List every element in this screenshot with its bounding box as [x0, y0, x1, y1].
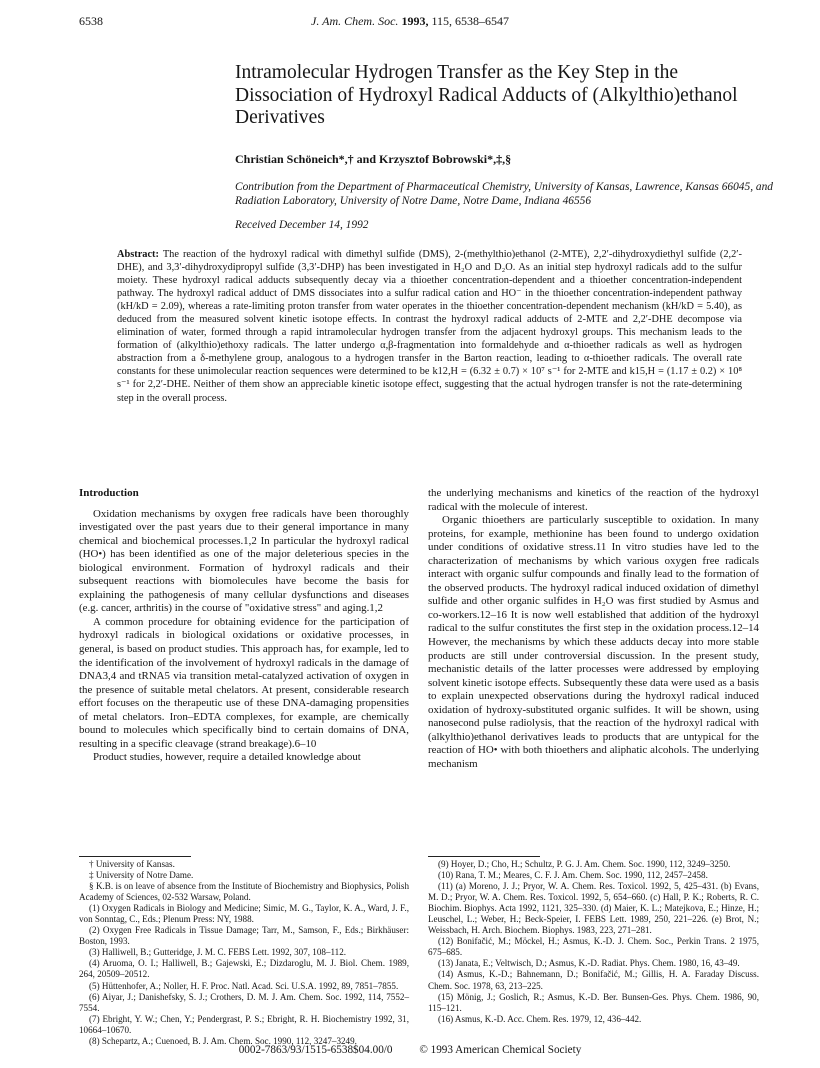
footnote: (8) Schepartz, A.; Cuenoed, B. J. Am. Chem. Soc. 1990, 112, 3247–3249.	[89, 1035, 357, 1046]
abstract-label: Abstract:	[117, 249, 159, 260]
article-title: Intramolecular Hydrogen Transfer as the Key Step in the Dissociation of Hydroxyl Radical Adducts of (Alkylthio)ethanol Derivatives	[235, 62, 738, 128]
section-heading-introduction: Introduction	[79, 487, 139, 499]
footnote: (11) (a) Moreno, J. J.; Pryor, W. A. Chem. Res. Toxicol. 1992, 5, 425–431. (b) Evans, M. D.; Pryor, W. A. Chem. Res. Toxicol. 1992, 5, 654–660. (c) Hall, P. K.; Roberts, R. C. Biochim. Biophys. Acta 1992, 1121, 325–330. (d) Maier, K. L.; Matejkova, E.; Hinze, H.; Leuschel, L.; Weber, H.; Beck-Speier, I. FEBS Lett. 1989, 250, 221–226. (e) Brot, N.; Weissbach, H. Arch. Biochem. Biophys. 1983, 223, 271–281.	[428, 881, 759, 936]
received-date: Received December 14, 1992	[235, 219, 369, 231]
footnote: (4) Aruoma, O. I.; Halliwell, B.; Gajewski, E.; Dizdaroglu, M. J. Biol. Chem. 1989, 264, 20509–20512.	[79, 958, 409, 980]
footnote-rule-right	[428, 856, 540, 857]
footnote: (3) Halliwell, B.; Gutteridge, J. M. C. FEBS Lett. 1992, 307, 108–112.	[89, 947, 347, 958]
left-column	[79, 487, 409, 765]
issn-code: 0002-7863/93/1515-6538$04.00/0	[238, 1044, 393, 1056]
intro-paragraph-3-continued: the underlying mechanisms and kinetics of the reaction of the hydroxyl radical with the molecule of interest.	[428, 487, 759, 513]
footnotes-right	[428, 859, 759, 1025]
intro-paragraph-2: A common procedure for obtaining evidence for the participation of hydroxyl radicals in biological oxidations or oxidative processes, in general, is based on product studies. This approach has, for example, led to the identification of the involvement of hydroxyl radicals in the damage of DNA3,4 and tRNA5 via transition metal-catalyzed activation of oxygen in the presence of suitable metal chelators. At present, considerable research effort focuses on the therapeutic use of these DNA-damaging propensities of metal chelators. Iron–EDTA complexes, for example, are chemically bound to molecules which specifically bind to certain domains of DNA, resulting in a specific cleavage (strand breakage).6–10	[79, 615, 409, 750]
footnote: (10) Rana, T. M.; Meares, C. F. J. Am. Chem. Soc. 1990, 112, 2457–2458.	[438, 870, 708, 881]
footnote: (1) Oxygen Radicals in Biology and Medicine; Simic, M. G., Taylor, K. A., Ward, J. F., von Sonntag, C., Eds.; Plenum Press: NY, 1988.	[79, 903, 409, 925]
right-column	[428, 487, 759, 771]
footnote: (14) Asmus, K.-D.; Bahnemann, D.; Bonifačić, M.; Gillis, H. A. Faraday Discuss. Chem. Soc. 1978, 63, 213–225.	[428, 969, 759, 991]
footnote: (15) Mönig, J.; Goslich, R.; Asmus, K.-D. Ber. Bunsen-Ges. Phys. Chem. 1986, 90, 115–121.	[428, 991, 759, 1013]
footnote: (6) Aiyar, J.; Danishefsky, S. J.; Crothers, D. M. J. Am. Chem. Soc. 1992, 114, 7552–7554.	[79, 991, 409, 1013]
page-footer	[0, 1044, 820, 1056]
intro-paragraph-4: Organic thioethers are particularly susceptible to oxidation. In many proteins, for example, methionine has been found to undergo oxidation under conditions of oxidative stress.11 In vitro studies have led to the characterization of mechanisms by which various oxygen free radicals interact with organic sulfur compounds and finally lead to the formation of the observed products. The hydroxyl radical induced oxidation of dimethyl sulfide and other organic sulfides in H₂O was first studied by Asmus and co-workers.12–16 It is now well established that addition of the hydroxyl radical to the sulfur constitutes the first step in the oxidation process.12–14 However, the mechanisms by which these adducts decay into more stable products are still under controversial discussion. In the present study, mechanistic details of the latter processes were addressed by employing solvent kinetic isotope effects. Subsequently these data were used as a basis to explain unexpected observations during the hydroxyl radical induced oxidation of hydroxy-substituted organic sulfides. It will be shown, using nanosecond pulse radiolysis, that the reaction of the hydroxyl radical with (alkylthio)ethanol derivatives leads to products that are untypical for the reaction of HO• with both thioethers and aliphatic alcohols. The underlying mechanism	[428, 514, 759, 770]
intro-paragraph-3: Product studies, however, require a detailed knowledge about	[93, 751, 361, 764]
footnote-rule-left	[79, 856, 191, 857]
journal-year: 1993,	[401, 14, 429, 28]
footnote: (12) Bonifačić, M.; Möckel, H.; Asmus, K.-D. J. Chem. Soc., Perkin Trans. 2 1975, 675–685.	[428, 936, 759, 958]
running-header	[0, 14, 820, 29]
abstract	[117, 248, 742, 405]
footnote: † University of Kansas.	[89, 859, 175, 869]
footnote: (2) Oxygen Free Radicals in Tissue Damage; Tarr, M., Samson, F., Eds.; Birkhäuser: Boston, 1993.	[79, 925, 409, 947]
affiliation: Contribution from the Department of Pharmaceutical Chemistry, University of Kansas, Lawrence, Kansas 66045, and Radiation Laboratory, University of Notre Dame, Notre Dame, Indiana 46556	[235, 181, 773, 207]
footnote: § K.B. is on leave of absence from the Institute of Biochemistry and Biophysics, Polish Academy of Sciences, 02-532 Warsaw, Poland.	[79, 881, 409, 903]
journal-abbrev: J. Am. Chem. Soc.	[311, 14, 399, 28]
footnote: (5) Hüttenhofer, A.; Noller, H. F. Proc. Natl. Acad. Sci. U.S.A. 1992, 89, 7851–7855.	[89, 980, 399, 991]
intro-paragraph-1: Oxidation mechanisms by oxygen free radicals have been thoroughly investigated over the past years due to their general importance in many chemical and biochemical processes.1,2 In particular the hydroxyl radical (HO•) has been identified as one of the major deleterious species in the biological environment. Formation of hydroxyl radicals and their subsequent reactions with biomolecules have become the basis for explaining the pathogenesis of many cellular dysfunctions and diseases (e.g. cancer, arthritis) in the course of "oxidative stress" and aging.1,2	[79, 507, 409, 615]
footnote: (13) Janata, E.; Veltwisch, D.; Asmus, K.-D. Radiat. Phys. Chem. 1980, 16, 43–49.	[438, 958, 740, 969]
abstract-text: The reaction of the hydroxyl radical with dimethyl sulfide (DMS), 2-(methylthio)ethanol (2-MTE), 2,2′-dihydroxydiethyl sulfide (2,2′-DHE), and 3,3′-dihydroxydipropyl sulfide (3,3′-DHP) has been investigated in H₂O and D₂O. As an initial step hydroxyl radicals add to the sulfur moiety. These hydroxyl radical adducts subsequently decay via a thioether concentration-dependent and a thioether concentration-independent pathway. The hydroxyl radical adduct of DMS dissociates into a sulfur radical cation and HO⁻ in the thioether concentration-independent pathway (kH/kD = 2.09), whereas a rate-limiting proton transfer from water operates in the thioether concentration-dependent mechanism (kH/kD = 5.40), as deduced from the measured solvent kinetic isotope effects. In contrast the hydroxyl radical adducts of 2-MTE and 2,2′-DHE decompose via elimination of water, formed through a rapid intramolecular hydrogen transfer from the adjacent hydroxyl groups. This mechanism leads to the formation of (alkylthio)ethoxy radicals. The latter undergo α,β-fragmentation into formaldehyde and α-thioether radicals as well as hydrogen abstraction from a δ-methylene group, analogous to a hydrogen transfer in the Barton reaction, leading to α-thioether radicals. The overall rate constants for these unimolecular reaction sequences were determined to be k12,H = (6.32 ± 0.7) × 10⁷ s⁻¹ for 2-MTE and k15,H = (1.17 ± 0.2) × 10⁸ s⁻¹ for 2,2′-DHE. Neither of them show an appreciable kinetic isotope effect, suggesting that the actual hydrogen transfer is not the rate-determining step in the overall process.	[117, 249, 742, 404]
footnote: (9) Hoyer, D.; Cho, H.; Schultz, P. G. J. Am. Chem. Soc. 1990, 112, 3249–3250.	[438, 859, 731, 869]
copyright: © 1993 American Chemical Society	[419, 1044, 582, 1056]
footnote: (16) Asmus, K.-D. Acc. Chem. Res. 1979, 12, 436–442.	[438, 1013, 642, 1024]
footnote: ‡ University of Notre Dame.	[89, 870, 194, 881]
journal-volume-pages: 115, 6538–6547	[431, 14, 509, 28]
footnotes-left	[79, 859, 409, 1047]
page-number: 6538	[79, 14, 103, 28]
footnote: (7) Ebright, Y. W.; Chen, Y.; Pendergrast, P. S.; Ebright, R. H. Biochemistry 1992, 31, 10664–10670.	[79, 1013, 409, 1035]
authors: Christian Schöneich*,† and Krzysztof Bobrowski*,‡,§	[235, 152, 512, 166]
